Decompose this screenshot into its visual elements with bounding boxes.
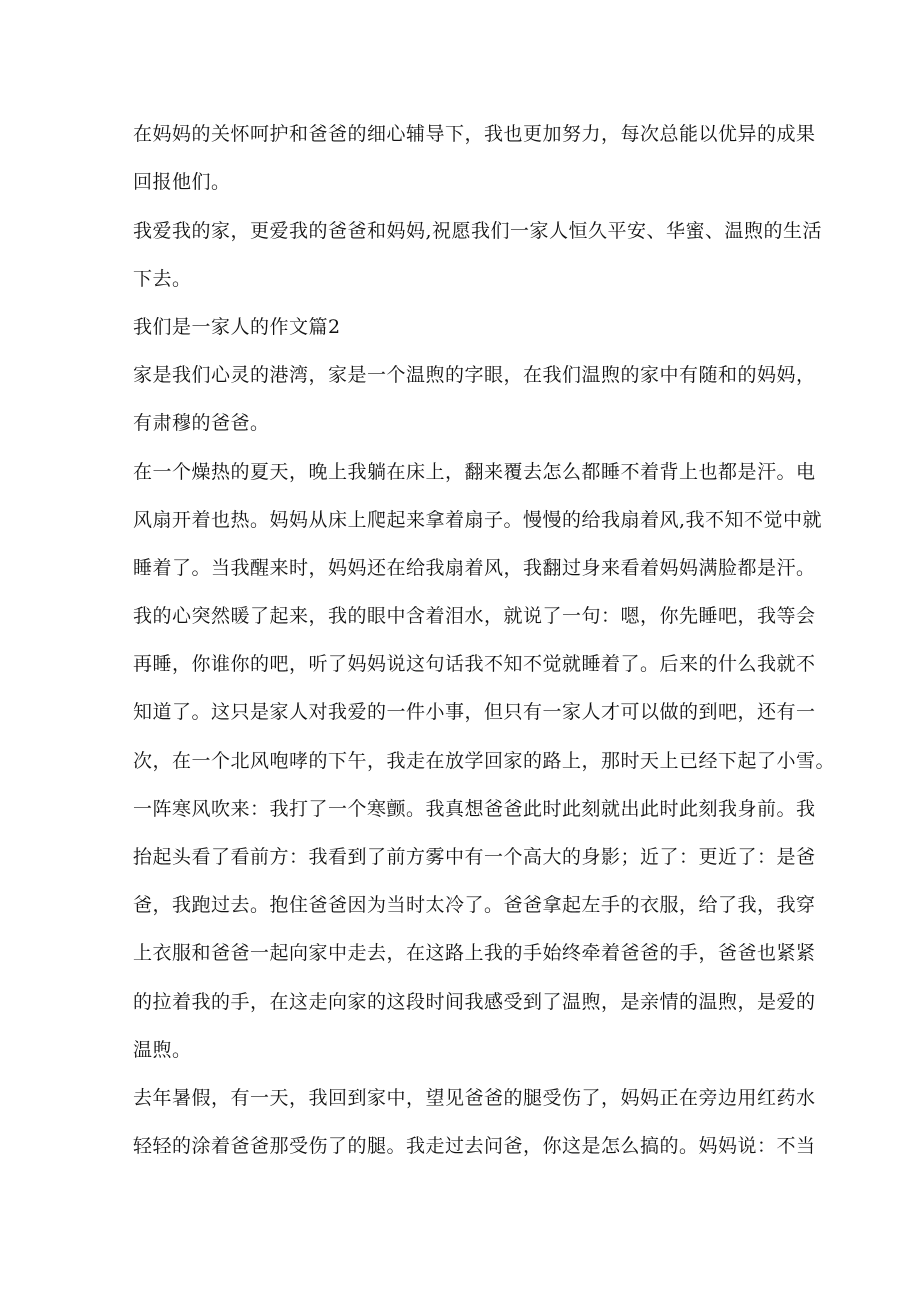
paragraph-4-line-11: 上衣服和爸爸一起向家中走去，在这路上我的手始终牵着爸爸的手，爸爸也紧紧 bbox=[133, 942, 816, 964]
paragraph-5-line-1: 去年暑假，有一天，我回到家中，望见爸爸的腿受伤了，妈妈正在旁边用红药水 bbox=[133, 1087, 816, 1109]
paragraph-4-line-3: 睡着了。当我醒来时，妈妈还在给我扇着风，我翻过身来看着妈妈满脸都是汗。 bbox=[133, 557, 816, 579]
paragraph-4-line-5: 再睡，你谁你的吧，听了妈妈说这句话我不知不觉就睡着了。后来的什么我就不 bbox=[133, 653, 816, 675]
paragraph-4-line-1: 在一个燥热的夏天，晚上我躺在床上，翻来覆去怎么都睡不着背上也都是汗。电 bbox=[133, 461, 816, 483]
paragraph-4-line-12: 的拉着我的手，在这走向家的这段时间我感受到了温煦，是亲情的温煦，是爱的 bbox=[133, 991, 816, 1013]
paragraph-4-line-13: 温煦。 bbox=[133, 1039, 192, 1061]
paragraph-4-line-4: 我的心突然暖了起来，我的眼中含着泪水，就说了一句：嗯，你先睡吧，我等会 bbox=[133, 605, 816, 627]
section-heading: 我们是一家人的作文篇2 bbox=[133, 316, 341, 338]
paragraph-4-line-7: 次，在一个北风咆哮的下午，我走在放学回家的路上，那时天上已经下起了小雪。 bbox=[133, 750, 836, 772]
paragraph-4-line-6: 知道了。这只是家人对我爱的一件小事，但只有一家人才可以做的到吧，还有一 bbox=[133, 701, 816, 723]
paragraph-2-line-2: 下去。 bbox=[133, 268, 192, 290]
paragraph-4-line-8: 一阵寒风吹来：我打了一个寒颤。我真想爸爸此时此刻就出此时此刻我身前。我 bbox=[133, 798, 816, 820]
paragraph-1-line-1: 在妈妈的关怀呵护和爸爸的细心辅导下，我也更加努力，每次总能以优异的成果 bbox=[133, 123, 816, 145]
paragraph-4-line-10: 爸，我跑过去。抱住爸爸因为当时太冷了。爸爸拿起左手的衣服，给了我，我穿 bbox=[133, 894, 816, 916]
paragraph-3-line-2: 有肃穆的爸爸。 bbox=[133, 412, 270, 434]
paragraph-1-line-2: 回报他们。 bbox=[133, 171, 231, 193]
paragraph-2-line-1: 我爱我的家，更爱我的爸爸和妈妈,祝愿我们一家人恒久平安、华蜜、温煦的生活 bbox=[133, 220, 823, 242]
paragraph-3-line-1: 家是我们心灵的港湾，家是一个温煦的字眼，在我们温煦的家中有随和的妈妈， bbox=[133, 364, 816, 386]
paragraph-5-line-2: 轻轻的涂着爸爸那受伤了的腿。我走过去问爸，你这是怎么搞的。妈妈说：不当 bbox=[133, 1135, 816, 1157]
paragraph-4-line-9: 抬起头看了看前方：我看到了前方雾中有一个高大的身影；近了：更近了：是爸 bbox=[133, 846, 816, 868]
paragraph-4-line-2: 风扇开着也热。妈妈从床上爬起来拿着扇子。慢慢的给我扇着风,我不知不觉中就 bbox=[133, 509, 823, 531]
